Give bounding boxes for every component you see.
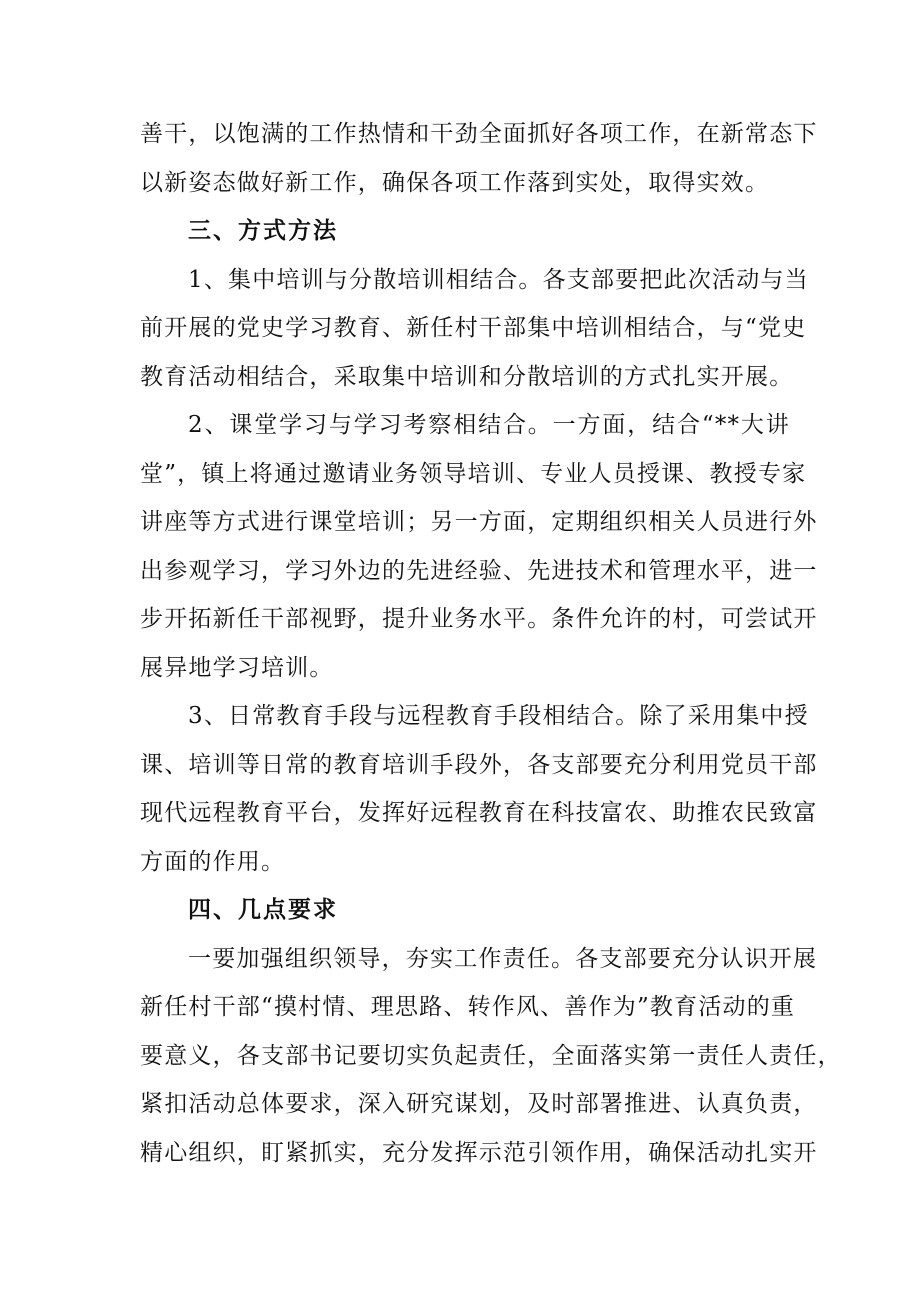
text-line: 紧扣活动总体要求，深入研究谋划，及时部署推进、认真负责， xyxy=(140,1091,818,1117)
text-line: 1、集中培训与分散培训相结合。各支部要把此次活动与当 xyxy=(188,266,809,293)
text-line: 教育活动相结合，采取集中培训和分散培训的方式扎实开展。 xyxy=(140,363,794,390)
text-line: 2、课堂学习与学习考察相结合。一方面，结合“**大讲 xyxy=(188,412,790,438)
text-line: 精心组织，盯紧抓实，充分发挥示范引领作用，确保活动扎实开 xyxy=(140,1139,818,1166)
text-line: 展异地学习培训。 xyxy=(140,654,334,681)
text-line: 要意义，各支部书记要切实负起责任，全面落实第一责任人责任， xyxy=(140,1042,842,1069)
document-body xyxy=(140,110,842,1177)
paragraph-requirement-1 xyxy=(140,935,842,1178)
text-line: 一要加强组织领导，夯实工作责任。各支部要充分认识开展 xyxy=(188,945,818,972)
text-line: 讲座等方式进行课堂培训；另一方面，定期组织相关人员进行外 xyxy=(140,509,818,535)
heading-text: 四、几点要求 xyxy=(188,897,338,923)
text-line: 前开展的党史学习教育、新任村干部集中培训相结合，与“党史 xyxy=(140,315,807,341)
text-line: 出参观学习，学习外边的先进经验、先进技术和管理水平，进一 xyxy=(140,557,818,584)
text-line: 以新姿态做好新工作，确保各项工作落到实处，取得实效。 xyxy=(140,169,770,196)
heading-text: 三、方式方法 xyxy=(188,218,338,244)
section-heading-requirements xyxy=(140,886,790,935)
text-line: 堂”，镇上将通过邀请业务领导培训、专业人员授课、教授专家 xyxy=(140,460,807,487)
section-heading-methods xyxy=(140,207,790,256)
paragraph-method-3 xyxy=(140,692,818,886)
paragraph-method-1 xyxy=(140,256,809,402)
text-line: 善干，以饱满的工作热情和干劲全面抓好各项工作，在新常态下 xyxy=(140,121,818,147)
paragraph-method-2 xyxy=(140,401,818,692)
text-line: 3、日常教育手段与远程教育手段相结合。除了采用集中授 xyxy=(188,703,809,729)
paragraph-continuation xyxy=(140,110,818,207)
text-line: 现代远程教育平台，发挥好远程教育在科技富农、助推农民致富 xyxy=(140,800,818,826)
text-line: 步开拓新任干部视野，提升业务水平。条件允许的村，可尝试开 xyxy=(140,606,818,632)
text-line: 新任村干部“摸村情、理思路、转作风、善作为”教育活动的重 xyxy=(140,994,796,1020)
text-line: 方面的作用。 xyxy=(140,848,286,875)
text-line: 课、培训等日常的教育培训手段外，各支部要充分利用党员干部 xyxy=(140,751,818,778)
